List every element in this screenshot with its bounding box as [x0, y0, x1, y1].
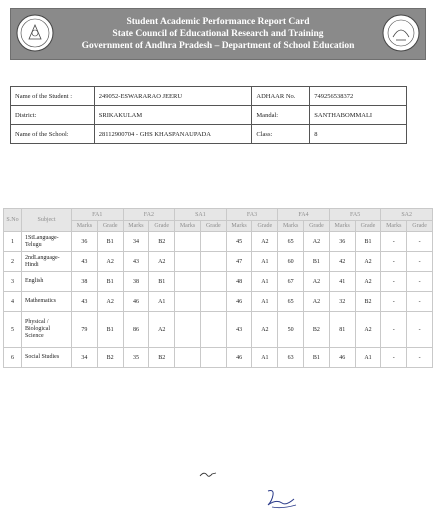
class-value: 8: [310, 125, 407, 144]
marks-cell: 79: [72, 312, 98, 348]
mandal-label: Mandal:: [252, 106, 310, 125]
marks-cell: 46: [226, 292, 252, 312]
grade-cell: A1: [252, 272, 278, 292]
grade-cell: A1: [355, 348, 381, 368]
subject-cell: English: [22, 272, 72, 292]
exam-group-header: FA2: [123, 209, 175, 221]
grade-cell: B1: [97, 272, 123, 292]
header-line-1: Student Academic Performance Report Card: [126, 17, 310, 27]
marks-cell: [175, 232, 201, 252]
marks-subheader: Marks: [72, 221, 98, 232]
marks-cell: 67: [278, 272, 304, 292]
subject-header: Subject: [22, 209, 72, 232]
marks-cell: 46: [226, 348, 252, 368]
grade-cell: A2: [252, 312, 278, 348]
school-value: 28112900704 - GHS KHASPANAUPADA: [94, 125, 252, 144]
grade-cell: A2: [355, 252, 381, 272]
marks-cell: 45: [226, 232, 252, 252]
grade-cell: B2: [304, 312, 330, 348]
marks-subheader: Marks: [123, 221, 149, 232]
marks-subheader: Marks: [175, 221, 201, 232]
grade-cell: A2: [97, 292, 123, 312]
marks-cell: 36: [329, 232, 355, 252]
marks-cell: 35: [123, 348, 149, 368]
exam-group-header: SA1: [175, 209, 227, 221]
marks-cell: 60: [278, 252, 304, 272]
grade-cell: A2: [304, 272, 330, 292]
exam-group-header: FA5: [329, 209, 381, 221]
district-value: SRIKAKULAM: [94, 106, 252, 125]
grade-cell: A2: [97, 252, 123, 272]
marks-cell: [175, 348, 201, 368]
grade-cell: A1: [149, 292, 175, 312]
signature-mark: [198, 470, 218, 480]
table-row: [4, 232, 433, 252]
marks-subheader: Marks: [329, 221, 355, 232]
marks-cell: 50: [278, 312, 304, 348]
grade-subheader: Grade: [355, 221, 381, 232]
subject-cell: 2ndLanguage-Hindi: [22, 252, 72, 272]
marks-cell: 38: [72, 272, 98, 292]
aadhaar-value: 749256538372: [310, 87, 407, 106]
grade-cell: -: [407, 252, 433, 272]
table-row: [4, 292, 433, 312]
grade-subheader: Grade: [149, 221, 175, 232]
marks-cell: 34: [123, 232, 149, 252]
grade-cell: [200, 272, 226, 292]
grade-cell: -: [407, 348, 433, 368]
report-card-header: [10, 8, 426, 60]
header-titles: [59, 16, 377, 52]
grade-cell: B2: [149, 232, 175, 252]
sno-cell: 6: [4, 348, 22, 368]
grade-subheader: Grade: [200, 221, 226, 232]
subject-cell: 1StLanguage-Telugu: [22, 232, 72, 252]
exam-group-header: FA4: [278, 209, 330, 221]
marks-cell: 43: [72, 252, 98, 272]
marks-cell: -: [381, 252, 407, 272]
marks-subheader: Marks: [226, 221, 252, 232]
signature: [264, 487, 300, 511]
marks-table-body: [4, 232, 433, 368]
grade-cell: B1: [97, 312, 123, 348]
sno-header: S.No: [4, 209, 22, 232]
aadhaar-label: ADHAAR No.: [252, 87, 310, 106]
grade-cell: A2: [149, 312, 175, 348]
table-row: [4, 252, 433, 272]
marks-cell: 81: [329, 312, 355, 348]
seal-icon: [381, 13, 421, 53]
grade-cell: B1: [304, 348, 330, 368]
sno-cell: 5: [4, 312, 22, 348]
marks-cell: -: [381, 272, 407, 292]
grade-cell: A2: [149, 252, 175, 272]
grade-cell: B2: [97, 348, 123, 368]
marks-cell: 36: [72, 232, 98, 252]
district-label: District:: [11, 106, 95, 125]
marks-cell: 42: [329, 252, 355, 272]
grade-cell: [200, 348, 226, 368]
exam-group-header: SA2: [381, 209, 433, 221]
student-name-value: 249052-ESWARARAO JEERU: [94, 87, 252, 106]
grade-cell: B1: [97, 232, 123, 252]
student-info-table: [10, 86, 407, 144]
grade-cell: B1: [304, 252, 330, 272]
emblem-icon: [15, 13, 55, 53]
grade-cell: B1: [355, 232, 381, 252]
marks-cell: 34: [72, 348, 98, 368]
marks-cell: 63: [278, 348, 304, 368]
marks-subheader: Marks: [278, 221, 304, 232]
exam-group-header-row: [4, 209, 433, 221]
grade-subheader: Grade: [97, 221, 123, 232]
marks-cell: 46: [329, 348, 355, 368]
grade-cell: [200, 232, 226, 252]
subject-cell: Physical / Biological Science: [22, 312, 72, 348]
subject-cell: Mathematics: [22, 292, 72, 312]
grade-subheader: Grade: [252, 221, 278, 232]
marks-table: [3, 208, 433, 368]
header-line-2: State Council of Educational Research and Training: [112, 29, 324, 39]
sno-cell: 2: [4, 252, 22, 272]
marks-cell: -: [381, 292, 407, 312]
grade-cell: -: [407, 272, 433, 292]
grade-cell: -: [407, 292, 433, 312]
marks-cell: 32: [329, 292, 355, 312]
marks-cell: -: [381, 312, 407, 348]
marks-cell: [175, 272, 201, 292]
grade-cell: A1: [252, 292, 278, 312]
grade-cell: [200, 312, 226, 348]
school-label: Name of the School:: [11, 125, 95, 144]
marks-cell: 43: [226, 312, 252, 348]
grade-cell: -: [407, 312, 433, 348]
marks-cell: 86: [123, 312, 149, 348]
marks-cell: -: [381, 232, 407, 252]
grade-cell: B1: [149, 272, 175, 292]
marks-cell: 48: [226, 272, 252, 292]
header-line-3: Government of Andhra Pradesh – Department of School Education: [81, 41, 355, 51]
marks-cell: 43: [123, 252, 149, 272]
grade-cell: -: [407, 232, 433, 252]
grade-cell: A2: [355, 272, 381, 292]
marks-cell: 65: [278, 292, 304, 312]
sno-cell: 3: [4, 272, 22, 292]
table-row: [4, 348, 433, 368]
marks-cell: 65: [278, 232, 304, 252]
grade-cell: B2: [355, 292, 381, 312]
sno-cell: 1: [4, 232, 22, 252]
marks-cell: 43: [72, 292, 98, 312]
mandal-value: SANTHABOMMALI: [310, 106, 407, 125]
grade-cell: A2: [304, 292, 330, 312]
grade-cell: [200, 252, 226, 272]
grade-subheader: Grade: [304, 221, 330, 232]
grade-cell: A2: [355, 312, 381, 348]
sno-cell: 4: [4, 292, 22, 312]
marks-cell: 41: [329, 272, 355, 292]
table-row: [4, 312, 433, 348]
student-name-label: Name of the Student :: [11, 87, 95, 106]
subject-cell: Social Studies: [22, 348, 72, 368]
grade-cell: A1: [252, 252, 278, 272]
marks-cell: 38: [123, 272, 149, 292]
exam-group-header: FA3: [226, 209, 278, 221]
table-row: [4, 272, 433, 292]
marks-cell: 46: [123, 292, 149, 312]
marks-cell: 47: [226, 252, 252, 272]
grade-cell: A2: [252, 232, 278, 252]
marks-cell: [175, 292, 201, 312]
grade-cell: A1: [252, 348, 278, 368]
marks-cell: [175, 312, 201, 348]
marks-cell: -: [381, 348, 407, 368]
marks-cell: [175, 252, 201, 272]
grade-cell: [200, 292, 226, 312]
marks-subheader: Marks: [381, 221, 407, 232]
grade-cell: B2: [149, 348, 175, 368]
exam-group-header: FA1: [72, 209, 124, 221]
grade-cell: A2: [304, 232, 330, 252]
class-label: Class:: [252, 125, 310, 144]
grade-subheader: Grade: [407, 221, 433, 232]
